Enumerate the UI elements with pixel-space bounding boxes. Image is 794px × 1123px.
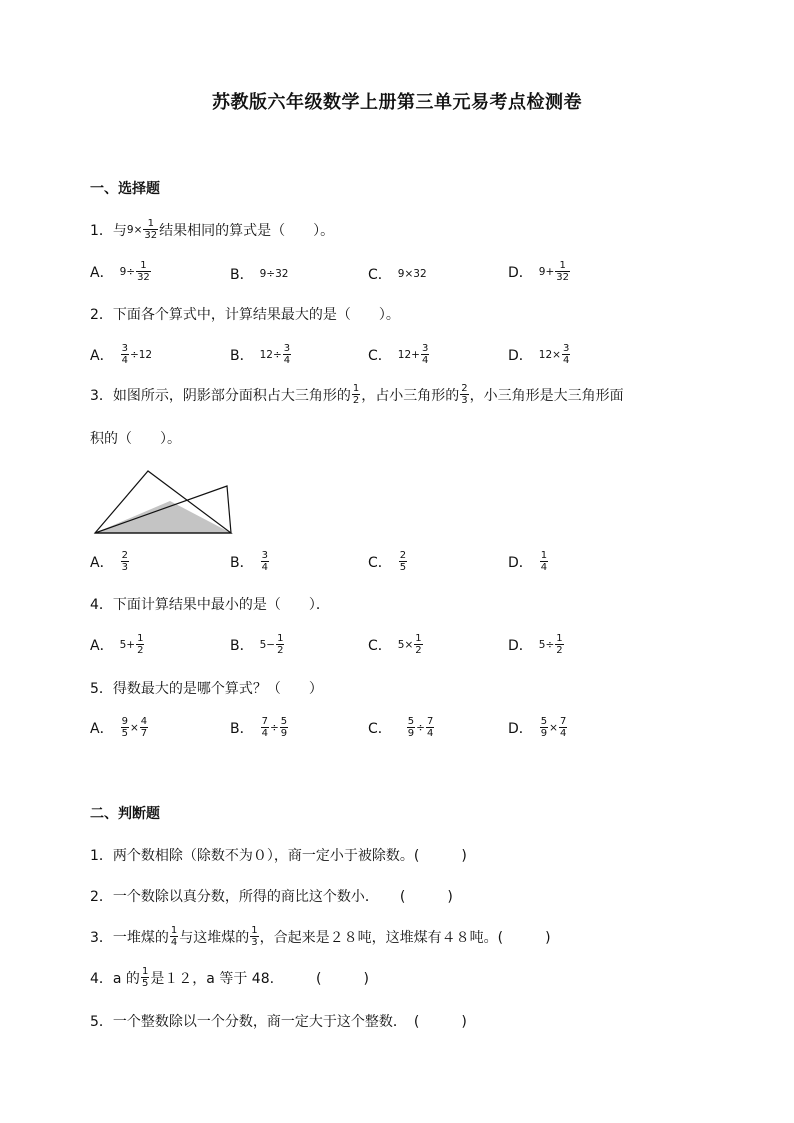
q3-option-b[interactable]: B． $\frac{3}{4}$	[230, 550, 268, 573]
q1-expression: 9×	[126, 223, 143, 236]
question-3-line-2: 积的（ ）。	[90, 431, 181, 447]
q5-option-a[interactable]: A． $\frac{9}{5}$ × $\frac{4}{7}$	[90, 716, 148, 739]
q3-fraction-1: $\frac{1}{2}$	[352, 383, 360, 406]
question-1	[90, 218, 334, 241]
q2-option-c[interactable]: C． 12+ $\frac{3}{4}$	[368, 343, 429, 366]
q4-option-a[interactable]: A． 5+ $\frac{1}{2}$	[90, 633, 144, 656]
q4-option-b[interactable]: B． 5− $\frac{1}{2}$	[230, 633, 284, 656]
q2-option-a[interactable]: A． $\frac{3}{4}$ ÷12	[90, 343, 153, 366]
q2-option-b[interactable]: B． 12÷ $\frac{3}{4}$	[230, 343, 291, 366]
q1-suffix: 结果相同的算式是（ ）。	[159, 222, 335, 239]
judgement-1: 1．两个数相除（除数不为０），商一定小于被除数。( )	[90, 848, 467, 864]
section-heading-choice: 一、选择题	[90, 181, 160, 197]
question-4: 4．下面计算结果中最小的是（ ）．	[90, 597, 330, 613]
q5-option-c[interactable]: C． $\frac{5}{9}$ ÷ $\frac{7}{4}$	[368, 716, 434, 739]
q2-option-d[interactable]: D． 12× $\frac{3}{4}$	[508, 343, 570, 366]
q3-fraction-2: $\frac{2}{3}$	[461, 383, 468, 406]
judgement-3: 3．一堆煤的 $\frac{1}{4}$ 与这堆煤的 $\frac{1}{3}$ ，合起来是２８吨，这堆煤有４８吨。( )	[90, 925, 551, 948]
q3-option-d[interactable]: D． $\frac{1}{4}$	[508, 550, 548, 573]
triangle-figure	[90, 466, 240, 538]
q1-prefix: 1．与	[90, 222, 127, 239]
q1-option-b[interactable]: B． 9÷32	[230, 267, 289, 283]
q3-option-a[interactable]: A． $\frac{2}{3}$	[90, 550, 128, 573]
q4-option-c[interactable]: C． 5× $\frac{1}{2}$	[368, 633, 422, 656]
q3-option-c[interactable]: C． $\frac{2}{5}$	[368, 550, 407, 573]
q1-option-a[interactable]: A． 9÷ $\frac{1}{32}$	[90, 260, 150, 283]
judgement-2: 2．一个数除以真分数，所得的商比这个数小． ( )	[90, 889, 453, 905]
question-3: 3．如图所示，阴影部分面积占大三角形的 $\frac{1}{2}$ ，占小三角形的 $\frac{2}{3}$ ，小三角形是大三角形面	[90, 383, 624, 406]
page-title: 苏教版六年级数学上册第三单元易考点检测卷	[212, 92, 582, 113]
q5-option-b[interactable]: B． $\frac{7}{4}$ ÷ $\frac{5}{9}$	[230, 716, 288, 739]
section-heading-judgement: 二、判断题	[90, 806, 160, 822]
question-5: 5．得数最大的是哪个算式？（ ）	[90, 681, 323, 697]
shaded-region	[95, 501, 231, 533]
judgement-5: 5．一个整数除以一个分数，商一定大于这个整数． ( )	[90, 1014, 467, 1030]
question-2: 2．下面各个算式中，计算结果最大的是（ ）。	[90, 307, 400, 323]
judgement-4: 4．a 的 $\frac{1}{5}$ 是１２，a 等于 48. ( )	[90, 966, 369, 989]
q1-option-d[interactable]: D． 9+ $\frac{1}{32}$	[508, 260, 569, 283]
q4-option-d[interactable]: D． 5÷ $\frac{1}{2}$	[508, 633, 563, 656]
q5-option-d[interactable]: D． $\frac{5}{9}$ × $\frac{7}{4}$	[508, 716, 567, 739]
q1-option-c[interactable]: C． 9×32	[368, 267, 427, 283]
q1-fraction: $\frac{1}{32}$	[144, 218, 158, 241]
